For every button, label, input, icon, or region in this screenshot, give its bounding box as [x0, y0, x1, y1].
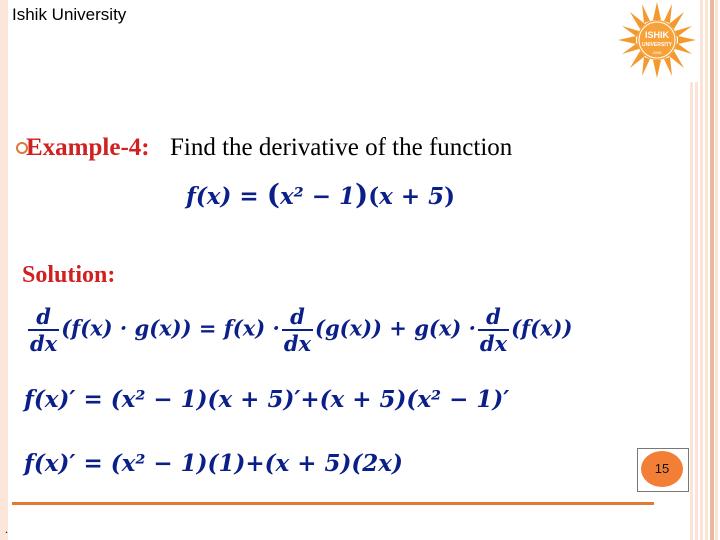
example-text: Find the derivative of the function — [170, 134, 513, 161]
solution-label: Solution: — [22, 262, 116, 288]
function-lhs: f(x) — [186, 183, 232, 210]
derivative-operator-1: $\frac{d}{dx}$ — [30, 304, 58, 356]
logo-bottom-text: UNIVERSITY — [641, 42, 673, 48]
ishik-university-logo — [616, 0, 698, 80]
equals-sign: = — [239, 183, 259, 210]
rule-end: (f(x)) — [511, 315, 573, 341]
left-decor-bar — [0, 0, 8, 540]
rule-mid1: f(x) · — [223, 315, 280, 341]
derivative-operator-2: $\frac{d}{dx}$ — [283, 304, 312, 356]
footer-divider — [12, 502, 654, 505]
derivative-step-2: f(x)′ = (x² − 1)(1)+(x + 5)(2x) — [24, 450, 403, 477]
logo-top-text: ISHIK — [644, 30, 670, 40]
derivative-operator-3: $\frac{d}{dx}$ — [479, 304, 508, 356]
footer-mark: . — [5, 522, 8, 536]
derivative-step-1: f(x)′ = (x² − 1)(x + 5)′+(x + 5)(x² − 1)′ — [24, 386, 510, 413]
page-number-frame — [637, 448, 689, 492]
rule-mid2: (g(x)) + g(x) · — [315, 315, 476, 341]
logo-year: 2008 — [652, 50, 662, 55]
function-factor2: x + 5 — [379, 183, 445, 210]
function-factor1: x² − 1 — [279, 183, 356, 210]
rule-left: (f(x) · g(x)) = — [61, 315, 217, 341]
logo-container — [612, 0, 698, 82]
function-definition: f(x) = (x² − 1)(x + 5) — [186, 178, 456, 211]
product-rule — [26, 304, 572, 356]
university-header: Ishik University — [12, 5, 127, 24]
right-decor-line — [710, 0, 714, 540]
page-number-badge: 15 — [641, 451, 683, 487]
example-label: Example-4: — [26, 134, 150, 161]
